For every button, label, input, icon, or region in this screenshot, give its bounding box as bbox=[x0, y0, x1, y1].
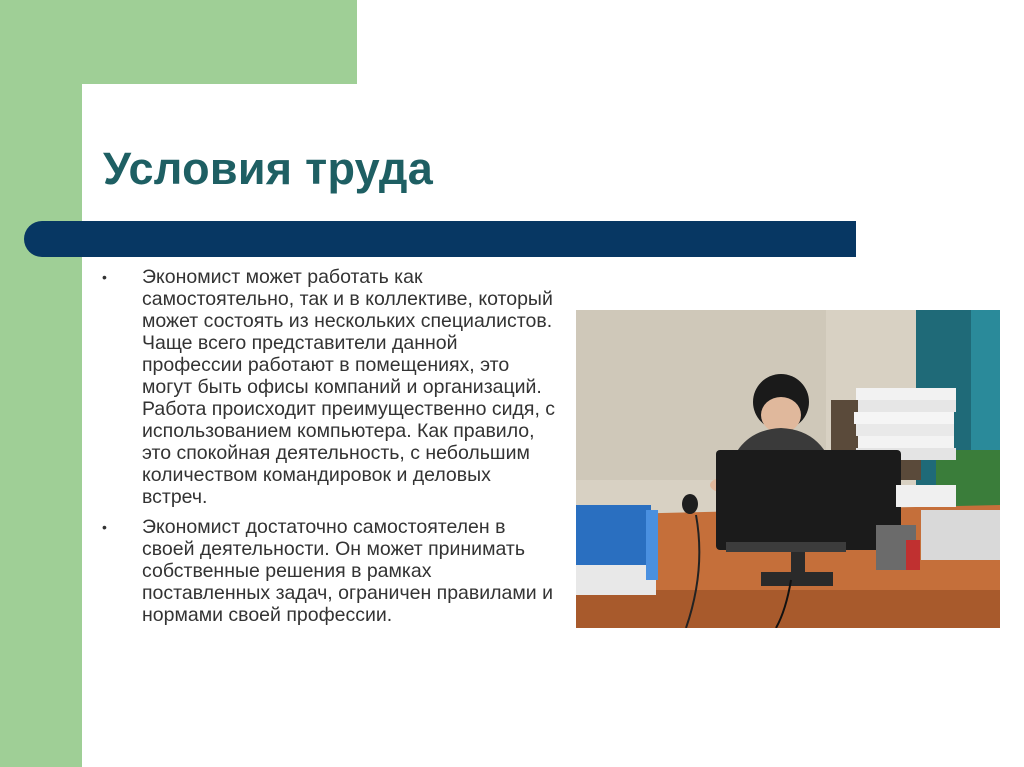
decor-green-top-block bbox=[0, 0, 357, 84]
bullet-item bbox=[100, 266, 560, 508]
slide-title: Условия труда bbox=[103, 143, 434, 194]
decor-green-sidebar bbox=[0, 0, 82, 767]
title-divider-bar bbox=[24, 221, 856, 257]
bullet-dot-icon: • bbox=[102, 519, 107, 535]
bullet-item bbox=[100, 516, 560, 626]
bullet-list bbox=[100, 266, 560, 634]
office-worker-photo bbox=[576, 310, 1000, 628]
bullet-dot-icon: • bbox=[102, 269, 107, 285]
bullet-text: Экономист может работать как самостоятельно, так и в коллективе, который может состоять из нескольких специалистов. Чаще всего представители данной профессии работают в помещениях, это могут быть офисы компаний и организаций. Работа происходит преимущественно сидя, с использованием компьютера. Как правило, это спокойная деятельность, с небольшим количеством командировок и деловых встреч. bbox=[142, 266, 556, 508]
bullet-text: Экономист достаточно самостоятелен в своей деятельности. Он может принимать собственные решения в рамках поставленных задач, ограничен правилами и нормами своей профессии. bbox=[142, 516, 553, 626]
